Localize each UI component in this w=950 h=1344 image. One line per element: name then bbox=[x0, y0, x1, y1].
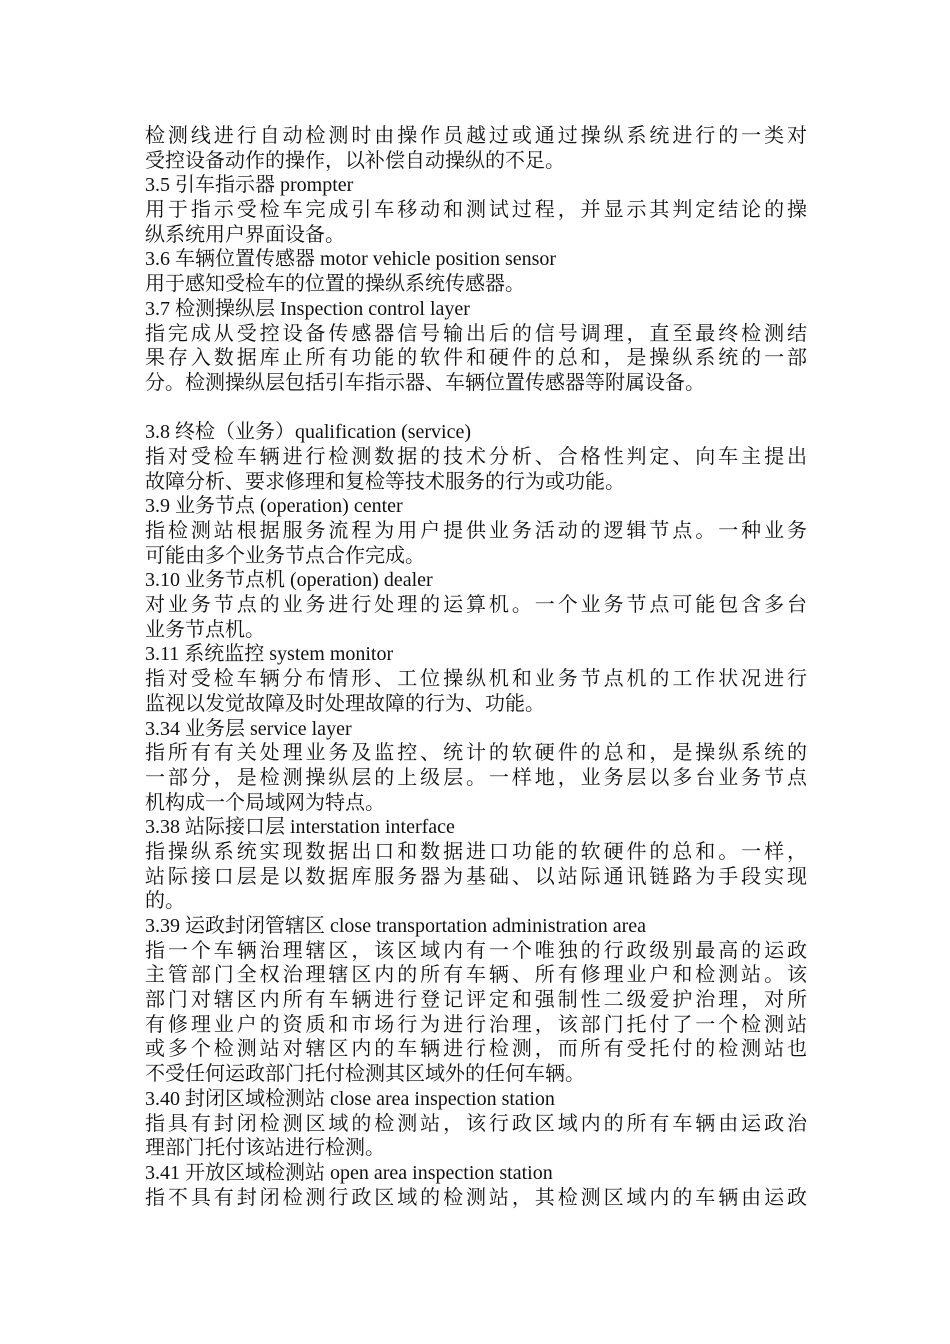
paragraph-line: 可能由多个业务节点合作完成。 bbox=[145, 544, 425, 567]
paragraph-line: 指操纵系统实现数据出口和数据进口功能的软硬件的总和。一样， bbox=[145, 840, 807, 863]
term-heading: 3.41 开放区域检测站 open area inspection station bbox=[145, 1161, 553, 1184]
paragraph-line: 指对受检车辆分布情形、工位操纵机和业务节点机的工作状况进行 bbox=[145, 668, 807, 691]
term-heading: 3.7 检测操纵层 Inspection control layer bbox=[145, 297, 470, 320]
term-heading: 3.34 业务层 service layer bbox=[145, 717, 352, 740]
term-heading: 3.6 车辆位置传感器 motor vehicle position sensor bbox=[145, 248, 557, 271]
paragraph-line: 不受任何运政部门托付检测其区域外的任何车辆。 bbox=[145, 1063, 585, 1086]
paragraph-line: 指一个车辆治理辖区，该区域内有一个唯独的行政级别最高的运政 bbox=[145, 939, 807, 962]
term-heading: 3.40 封闭区域检测站 close area inspection station bbox=[145, 1087, 555, 1110]
paragraph-line: 指所有有关处理业务及监控、统计的软硬件的总和，是操纵系统的 bbox=[145, 742, 807, 765]
blank-line bbox=[145, 396, 807, 421]
paragraph-line: 对业务节点的业务进行处理的运算机。一个业务节点可能包含多台 bbox=[145, 594, 807, 617]
paragraph-line: 用于指示受检车完成引车移动和测试过程，并显示其判定结论的操 bbox=[145, 199, 807, 222]
paragraph-line: 机构成一个局域网为特点。 bbox=[145, 791, 385, 814]
paragraph-line: 站际接口层是以数据库服务器为基础、以站际通讯链路为手段实现 bbox=[145, 865, 807, 888]
paragraph-line: 指检测站根据服务流程为用户提供业务活动的逻辑节点。一种业务 bbox=[145, 520, 807, 542]
paragraph-line: 部门对辖区内所有车辆进行登记评定和强制性二级爱护治理，对所 bbox=[145, 989, 807, 1012]
term-heading: 3.10 业务节点机 (operation) dealer bbox=[145, 569, 433, 592]
term-heading: 3.38 站际接口层 interstation interface bbox=[145, 816, 455, 839]
paragraph-line: 指对受检车辆进行检测数据的技术分析、合格性判定、向车主提出 bbox=[145, 445, 807, 468]
paragraph-line: 主管部门全权治理辖区内的所有车辆、所有修理业户和检测站。该 bbox=[145, 964, 807, 987]
term-heading: 3.11 系统监控 system monitor bbox=[145, 643, 394, 666]
term-heading: 3.5 引车指示器 prompter bbox=[145, 174, 354, 197]
paragraph-line: 故障分析、要求修理和复检等技术服务的行为或功能。 bbox=[145, 470, 625, 493]
paragraph-line: 监视以发觉故障及时处理故障的行为、功能。 bbox=[145, 692, 545, 715]
paragraph-line: 检测线进行自动检测时由操作员越过或通过操纵系统进行的一类对 bbox=[145, 125, 807, 147]
paragraph-line: 指完成从受控设备传感器信号输出后的信号调理，直至最终检测结 bbox=[145, 322, 807, 345]
paragraph-line: 的。 bbox=[145, 890, 185, 913]
term-heading: 3.8 终检（业务）qualification (service) bbox=[145, 421, 472, 444]
paragraph-line: 果存入数据库止所有功能的软件和硬件的总和，是操纵系统的一部 bbox=[145, 347, 807, 370]
paragraph-line: 有修理业户的资质和市场行为进行治理，该部门托付了一个检测站 bbox=[145, 1013, 807, 1036]
paragraph-line: 或多个检测站对辖区内的车辆进行检测，而所有受托付的检测站也 bbox=[145, 1038, 807, 1061]
paragraph-line: 纵系统用户界面设备。 bbox=[145, 223, 345, 246]
term-heading: 3.9 业务节点 (operation) center bbox=[145, 495, 403, 518]
document-page bbox=[145, 124, 807, 1210]
paragraph-line: 分。检测操纵层包括引车指示器、车辆位置传感器等附属设备。 bbox=[145, 371, 705, 394]
paragraph-line: 用于感知受检车的位置的操纵系统传感器。 bbox=[145, 273, 525, 296]
paragraph-line: 业务节点机。 bbox=[145, 618, 265, 641]
paragraph-line: 指不具有封闭检测行政区域的检测站，其检测区域内的车辆由运政 bbox=[145, 1186, 807, 1209]
term-heading: 3.39 运政封闭管辖区 close transportation administration area bbox=[145, 915, 647, 937]
paragraph-line: 一部分，是检测操纵层的上级层。一样地，业务层以多台业务节点 bbox=[145, 766, 807, 789]
paragraph-line: 受控设备动作的操作，以补偿自动操纵的不足。 bbox=[145, 149, 565, 172]
paragraph-line: 理部门托付该站进行检测。 bbox=[145, 1137, 385, 1160]
paragraph-line: 指具有封闭检测区域的检测站，该行政区域内的所有车辆由运政治 bbox=[145, 1112, 807, 1135]
